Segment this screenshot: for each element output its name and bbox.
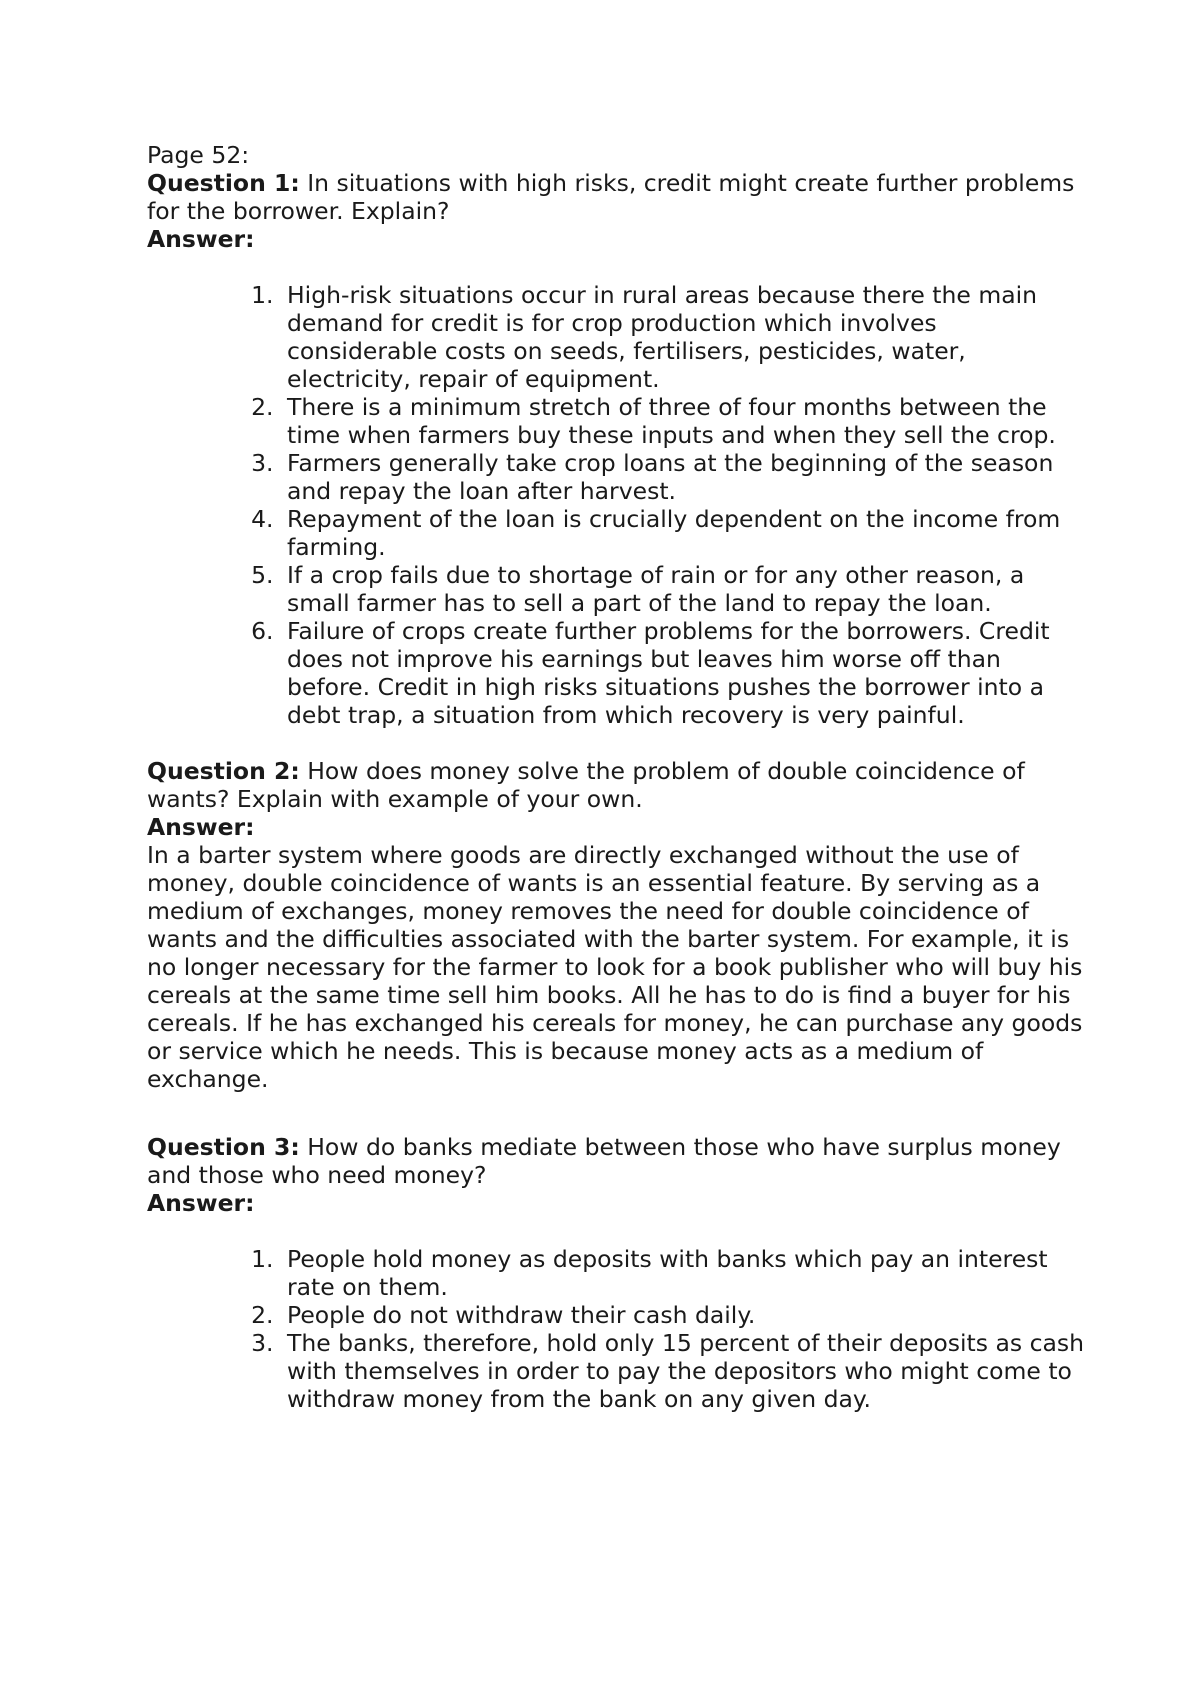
question-3-label: Question 3: — [147, 1133, 300, 1161]
list-item: 2. People do not withdraw their cash daily. — [281, 1301, 1087, 1329]
list-item: 3. Farmers generally take crop loans at the beginning of the season and repay the loan after harvest. — [281, 449, 1087, 505]
question-3 — [147, 1133, 1087, 1189]
answer-3-label: Answer: — [147, 1189, 255, 1217]
list-item: 4. Repayment of the loan is crucially dependent on the income from farming. — [281, 505, 1087, 561]
question-1-text: In situations with high risks, credit might create further problems for the borrower. Explain? — [147, 169, 1075, 225]
answer-2-text: In a barter system where goods are directly exchanged without the use of money, double coincidence of wants is an essential feature. By serving as a medium of exchanges, money removes the need for double coincidence of wants and the difficulties associated with the barter system. For example, it is no longer necessary for the farmer to look for a book publisher who will buy his cereals at the same time sell him books. All he has to do is find a buyer for his cereals. If he has exchanged his cereals for money, he can purchase any goods or service which he needs. This is because money acts as a medium of exchange. — [147, 841, 1083, 1093]
list-item: 1. High-risk situations occur in rural areas because there the main demand for credit is for crop production which involves considerable costs on seeds, fertilisers, pesticides, water, electricity, repair of equipment. — [281, 281, 1087, 393]
question-3-text: How do banks mediate between those who have surplus money and those who need money? — [147, 1133, 1061, 1189]
list-item: 5. If a crop fails due to shortage of rain or for any other reason, a small farmer has to sell a part of the land to repay the loan. — [281, 561, 1087, 617]
document-page — [147, 141, 1087, 1413]
answer-1-label: Answer: — [147, 225, 255, 253]
question-2 — [147, 757, 1087, 813]
question-2-label: Question 2: — [147, 757, 300, 785]
list-item: 1. People hold money as deposits with banks which pay an interest rate on them. — [281, 1245, 1087, 1301]
answer-3-list — [147, 1245, 1087, 1413]
list-item: 3. The banks, therefore, hold only 15 percent of their deposits as cash with themselves in order to pay the depositors who might come to withdraw money from the bank on any given day. — [281, 1329, 1087, 1413]
page-label: Page 52: — [147, 141, 250, 169]
answer-2-label: Answer: — [147, 813, 255, 841]
question-1-label: Question 1: — [147, 169, 300, 197]
list-item: 6. Failure of crops create further problems for the borrowers. Credit does not improve his earnings but leaves him worse off than before. Credit in high risks situations pushes the borrower into a debt trap, a situation from which recovery is very painful. — [281, 617, 1087, 729]
answer-1-list — [147, 281, 1087, 729]
list-item: 2. There is a minimum stretch of three of four months between the time when farmers buy these inputs and when they sell the crop. — [281, 393, 1087, 449]
question-1 — [147, 169, 1087, 225]
question-2-text: How does money solve the problem of double coincidence of wants? Explain with example of your own. — [147, 757, 1025, 813]
